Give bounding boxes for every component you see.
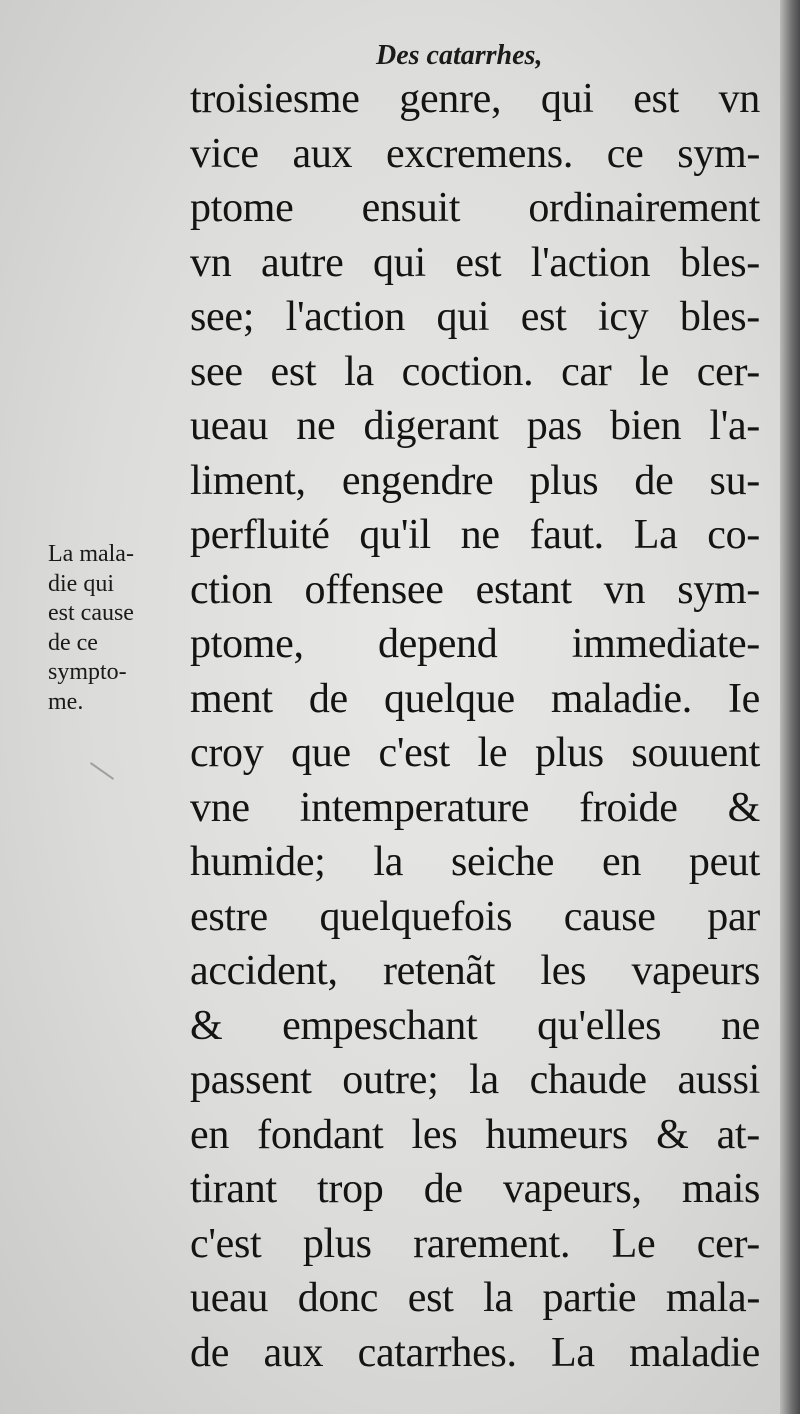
text-line: see est la coction. car le cer- xyxy=(190,348,760,395)
text-line: estre quelquefois cause par xyxy=(190,893,760,940)
margin-note-line: de ce xyxy=(48,629,98,656)
text-line: ction offensee estant vn sym- xyxy=(190,566,760,613)
body-text xyxy=(190,72,760,1380)
text-line: tirant trop de vapeurs, mais xyxy=(190,1166,760,1212)
text-line: & empeschant qu'elles ne xyxy=(190,1002,760,1049)
page-edge-shadow xyxy=(780,0,800,1414)
text-line: en fondant les humeurs & at- xyxy=(190,1111,760,1158)
margin-note-line: sympto- xyxy=(48,659,127,685)
marginal-note xyxy=(48,540,188,717)
margin-scratch xyxy=(90,762,114,780)
margin-note-line: est cause xyxy=(48,600,134,626)
text-line: ueau ne digerant pas bien l'a- xyxy=(190,403,760,449)
text-line: humide; la seiche en peut xyxy=(190,839,760,885)
margin-note-line: die qui xyxy=(48,570,114,597)
text-line: perfluité qu'il ne faut. La co- xyxy=(190,512,760,558)
text-line: accident, retenãt les vapeurs xyxy=(190,948,760,994)
text-line: vn autre qui est l'action bles- xyxy=(190,239,760,286)
text-line: vne intemperature froide & xyxy=(190,784,760,831)
text-line: see; l'action qui est icy bles- xyxy=(190,294,760,340)
text-line: croy que c'est le plus souuent xyxy=(190,730,760,776)
text-line: liment, engendre plus de su- xyxy=(190,457,760,504)
show-through-ink xyxy=(60,40,180,300)
margin-note-line: me. xyxy=(48,688,84,715)
text-line: ment de quelque maladie. Ie xyxy=(190,675,760,722)
text-line: vice aux excremens. ce sym- xyxy=(190,130,760,177)
text-line: de aux catarrhes. La maladie xyxy=(190,1329,760,1376)
text-line: ptome ensuit ordinairement xyxy=(190,185,760,231)
text-line: troisiesme genre, qui est vn xyxy=(190,76,760,122)
running-head: Des catarrhes, xyxy=(376,40,543,71)
text-line: ptome, depend immediate- xyxy=(190,621,760,667)
text-line: c'est plus rarement. Le cer- xyxy=(190,1220,760,1267)
margin-note-line: La mala- xyxy=(48,541,134,567)
text-line: passent outre; la chaude aussi xyxy=(190,1057,760,1103)
text-line: ueau donc est la partie mala- xyxy=(190,1275,760,1321)
